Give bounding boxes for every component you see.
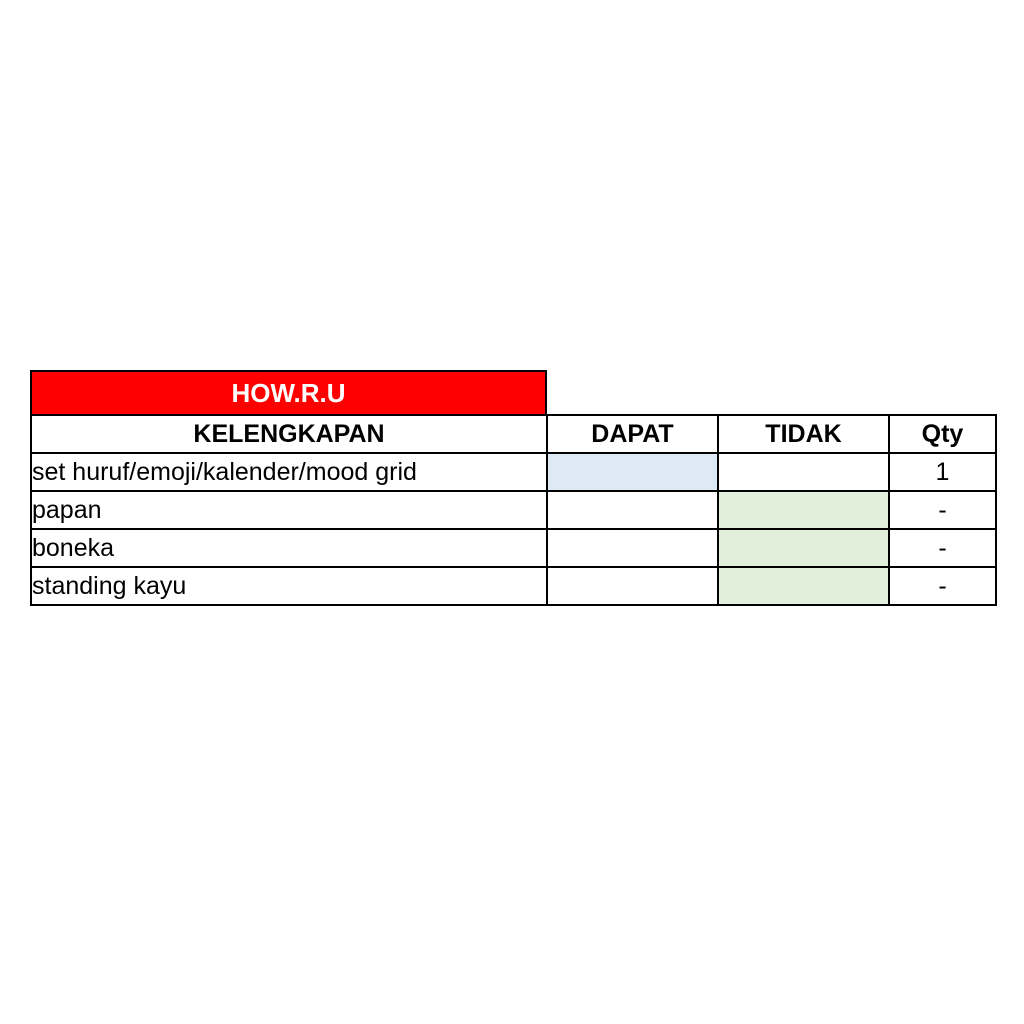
item-cell[interactable]: papan [31, 491, 547, 529]
tidak-cell[interactable] [718, 529, 889, 567]
item-cell[interactable]: standing kayu [31, 567, 547, 605]
qty-cell[interactable]: - [889, 529, 996, 567]
header-kelengkapan: KELENGKAPAN [31, 415, 547, 453]
dapat-cell[interactable] [547, 529, 718, 567]
table-title: HOW.R.U [30, 370, 547, 415]
table-row [31, 491, 996, 529]
header-tidak: TIDAK [718, 415, 889, 453]
table-row [31, 529, 996, 567]
dapat-cell[interactable] [547, 453, 718, 491]
qty-cell[interactable]: - [889, 491, 996, 529]
tidak-cell[interactable] [718, 491, 889, 529]
header-qty: Qty [889, 415, 996, 453]
header-dapat: DAPAT [547, 415, 718, 453]
table-row [31, 453, 996, 491]
tidak-cell[interactable] [718, 567, 889, 605]
tidak-cell[interactable] [718, 453, 889, 491]
dapat-cell[interactable] [547, 567, 718, 605]
item-cell[interactable]: set huruf/emoji/kalender/mood grid [31, 453, 547, 491]
header-row [31, 415, 996, 453]
item-cell[interactable]: boneka [31, 529, 547, 567]
qty-cell[interactable]: - [889, 567, 996, 605]
qty-cell[interactable]: 1 [889, 453, 996, 491]
table-row [31, 567, 996, 605]
dapat-cell[interactable] [547, 491, 718, 529]
equipment-table [30, 414, 997, 606]
